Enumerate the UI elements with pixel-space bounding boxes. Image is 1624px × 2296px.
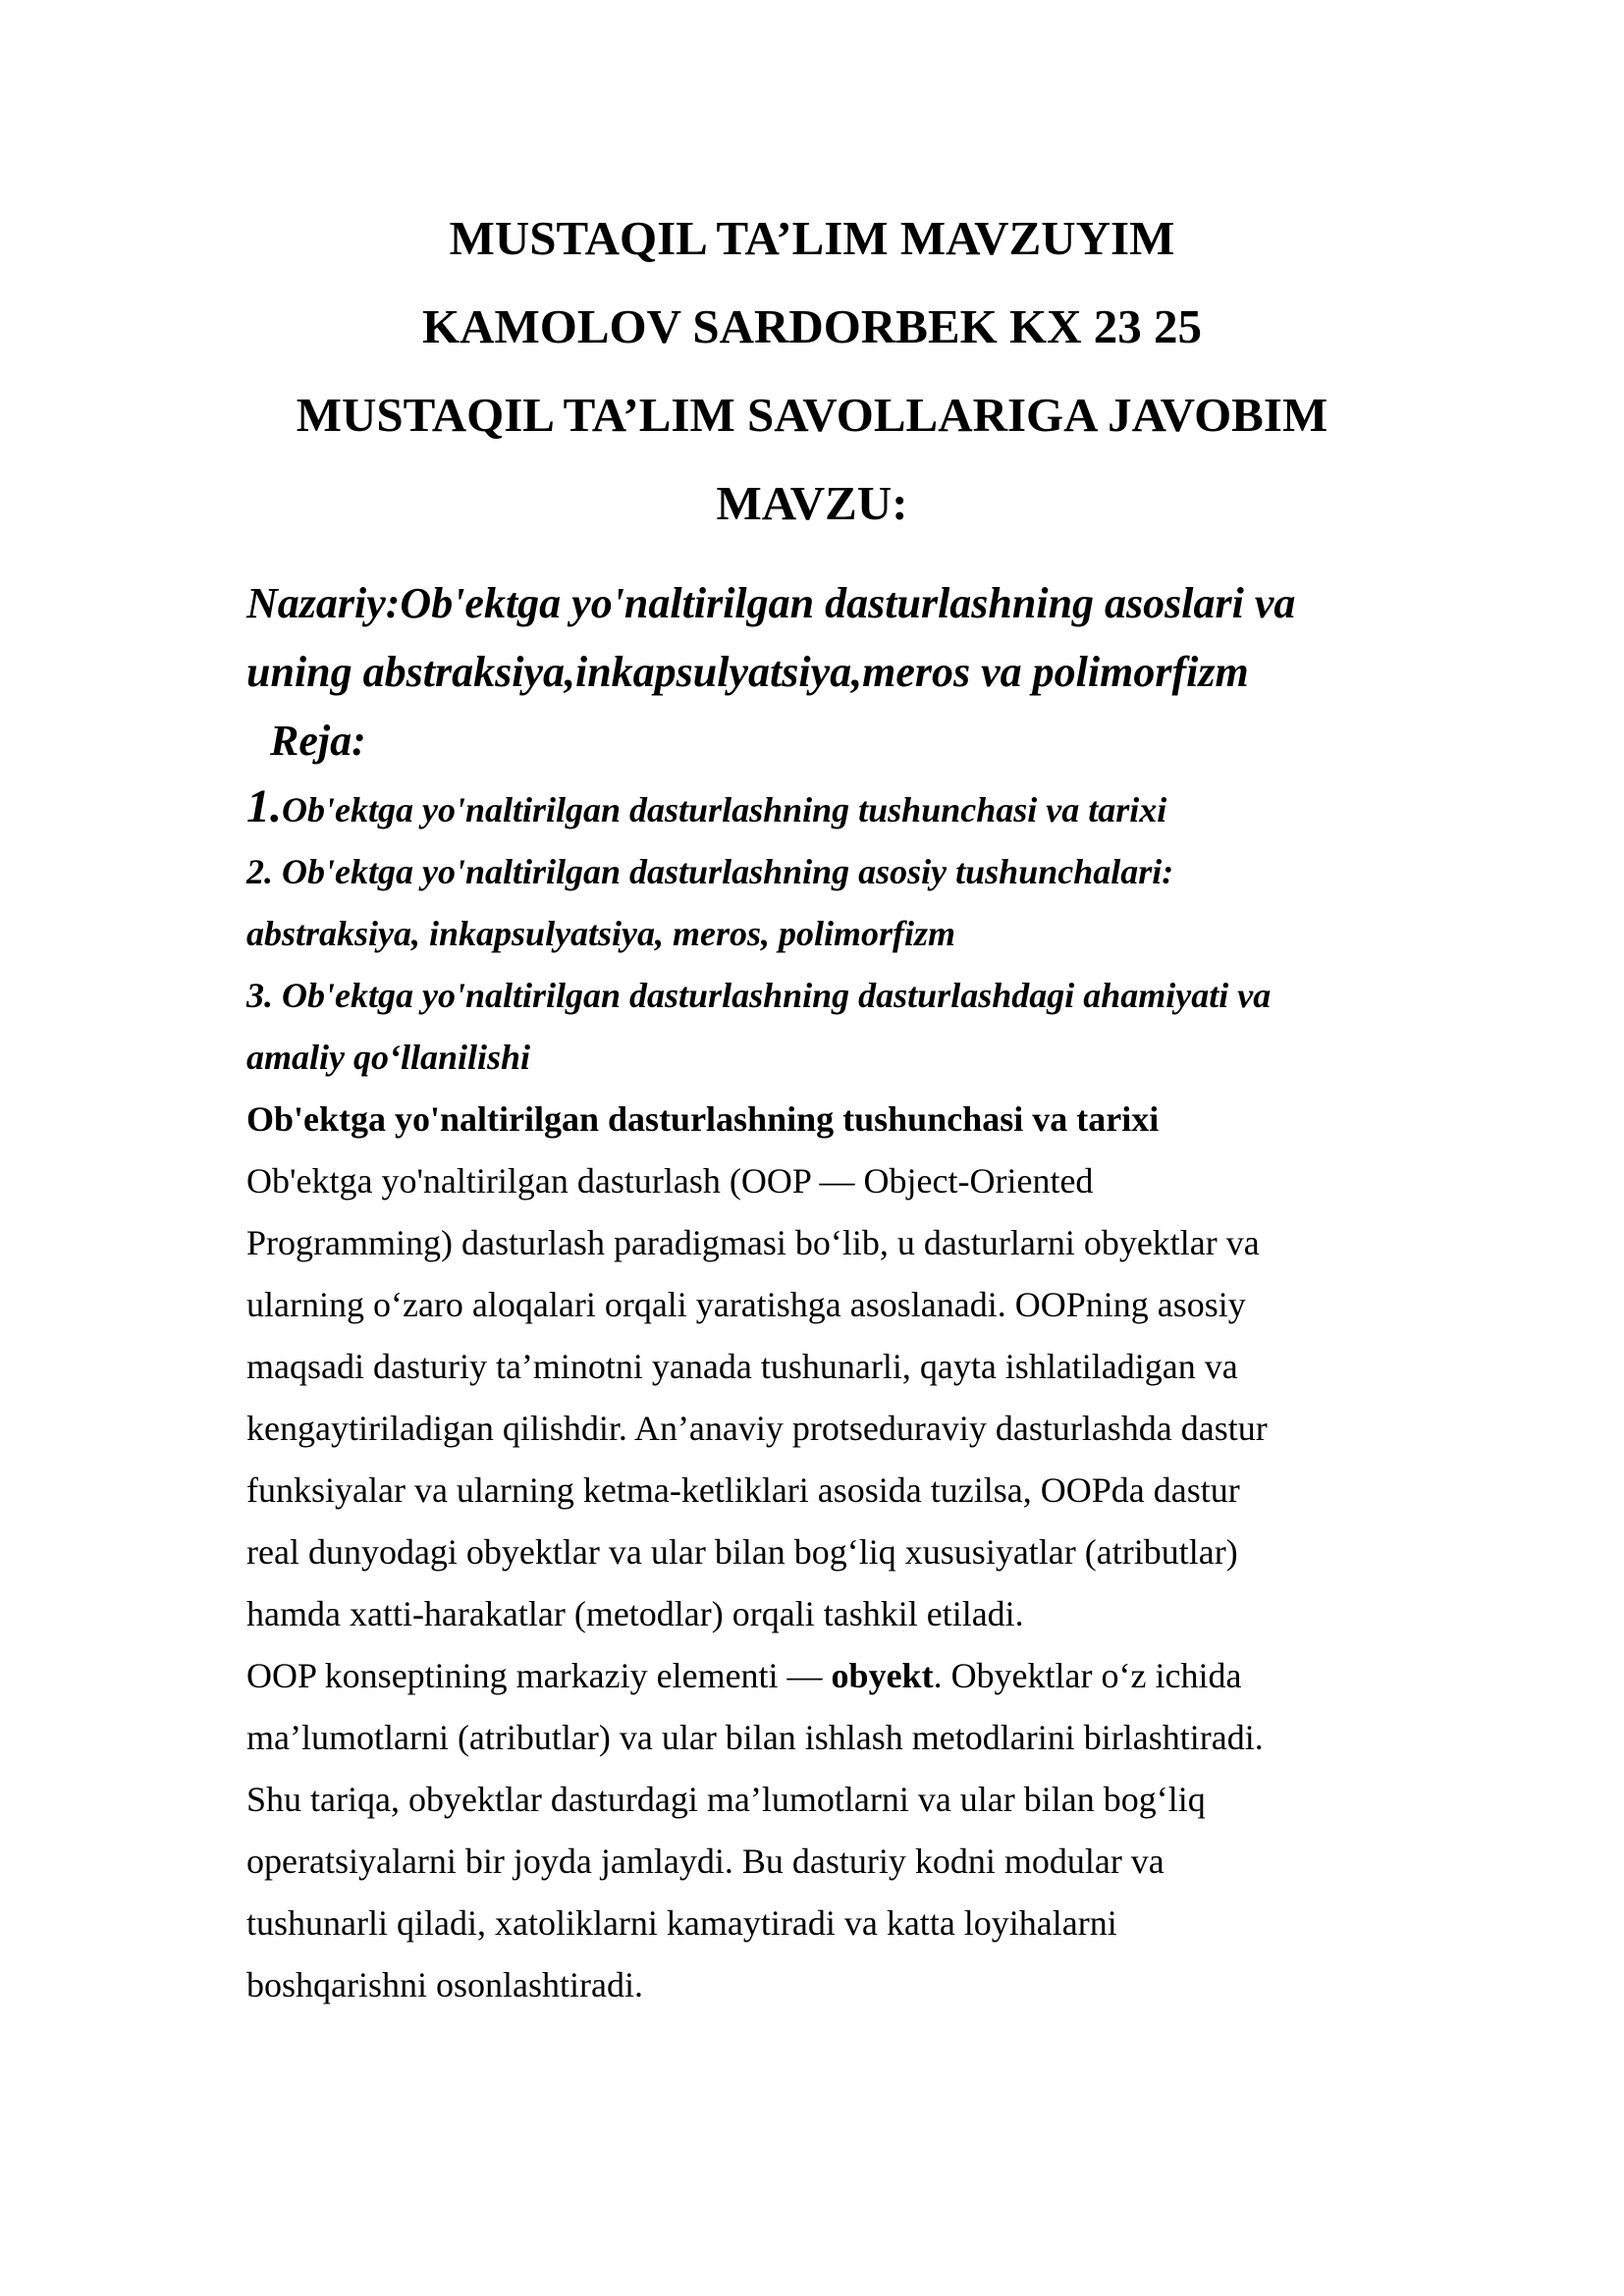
paragraph-line: ularning o‘zaro aloqalari orqali yaratishga asoslanadi. OOPning asosiy [246,1285,1246,1324]
paragraph-line: maqsadi dasturiy ta’minotni yanada tushunarli, qayta ishlatiladigan va [246,1347,1238,1386]
paragraph-text: . Obyektlar o‘z ichida [933,1656,1242,1695]
paragraph-text: OOP konseptining markaziy elementi — [246,1656,832,1695]
paragraph-line: funksiyalar va ularning ketma-ketliklari asosida tuzilsa, OOPda dastur [246,1470,1240,1510]
title-line: KAMOLOV SARDORBEK KX 23 25 [421,299,1203,353]
document-body [246,569,1385,2016]
plan-item-2-line: 2. Ob'ektga yo'naltirilgan dasturlashning asosiy tushunchalari: [246,852,1174,891]
paragraph-line [246,1645,1385,1707]
bold-term: obyekt [831,1656,934,1695]
paragraph-line: Shu tariqa, obyektlar dasturdagi ma’lumotlarni va ular bilan bog‘liq [246,1780,1206,1819]
plan-item-3-line: 3. Ob'ektga yo'naltirilgan dasturlashning dasturlashdagi ahamiyati va [246,976,1272,1015]
title-line: MAVZU: [716,476,908,530]
paragraph-2 [246,1645,1385,2016]
paragraph-line: operatsiyalarni bir joyda jamlaydi. Bu dasturiy kodni modular va [246,1842,1164,1881]
plan-item-text: Ob'ektga yo'naltirilgan dasturlashning tushunchasi va tarixi [282,790,1167,829]
paragraph-line: hamda xatti-harakatlar (metodlar) orqali tashkil etiladi. [246,1594,1024,1633]
plan-list [246,775,1385,1089]
paragraph-line: ma’lumotlarni (atributlar) va ular bilan ishlash metodlarini birlashtiradi. [246,1718,1264,1757]
plan-item-3-line: amaliy qo‘llanilishi [246,1038,531,1077]
paragraph-line: real dunyodagi obyektlar va ular bilan bog‘liq xususiyatlar (atributlar) [246,1532,1238,1572]
plan-item-2-line: abstraksiya, inkapsulyatsiya, meros, polimorfizm [246,914,956,953]
paragraph-line: kengaytiriladigan qilishdir. An’anaviy protseduraviy dasturlashda dastur [246,1409,1268,1448]
paragraph-line: boshqarishni osonlashtiradi. [246,1965,643,2004]
paragraph-line: Ob'ektga yo'naltirilgan dasturlash (OOP — Object-Oriented [246,1161,1094,1201]
document-title [0,194,1624,548]
paragraph-line: tushunarli qiladi, xatoliklarni kamaytiradi va katta loyihalarni [246,1903,1117,1943]
topic-line: Nazariy:Ob'ektga yo'naltirilgan dasturlashning asoslari va [246,579,1296,627]
plan-label: Reja: [270,717,366,765]
topic-heading [246,569,1385,707]
paragraph-line: Programming) dasturlash paradigmasi bo‘lib, u dasturlarni obyektlar va [246,1223,1260,1262]
topic-line: uning abstraksiya,inkapsulyatsiya,meros va polimorfizm [246,648,1249,696]
paragraph-1 [246,1150,1385,1645]
plan-item-number: 1. [246,780,282,832]
title-line: MUSTAQIL TA’LIM SAVOLLARIGA JAVOBIM [296,388,1328,442]
section-heading: Ob'ektga yo'naltirilgan dasturlashning tushunchasi va tarixi [246,1099,1160,1139]
title-line: MUSTAQIL TA’LIM MAVZUYIM [449,211,1175,265]
plan-item-1 [246,775,1385,841]
